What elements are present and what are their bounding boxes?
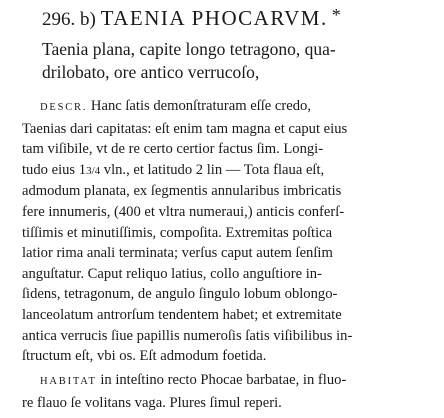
diagnosis-line: Taenia plana, capite longo tetragono, qua- [42,39,336,59]
entry-mark: * [331,5,341,25]
description-line: ſidens, tetragonum, de angulo ſingulo lobum oblongo- [22,286,338,303]
entry-title: TAENIA PHOCARVM. [100,6,328,30]
habitat [22,370,438,413]
description-line: lanceolatum antrorſum tendentem habet; et extremitate [22,306,342,323]
description-line: Taenias dari capitatas: eſt enim tam magna et caput eius [22,120,348,137]
description-first-line [22,96,438,119]
habitat-first-line [22,370,438,393]
diagnosis [42,38,432,84]
description-line: latior rima anali terminata; verſus caput autem ſenſim [22,245,333,262]
description-line: anguſtatur. Caput reliquo latius, collo anguſtiore in- [22,265,322,282]
fraction: 3/4 [86,164,101,177]
habitat-label: HABITAT [40,376,97,387]
description-text: tudo eius 1 [22,161,87,178]
habitat-text: in inteſtino recto Phocae barbatae, in fluo- [96,372,347,388]
habitat-line: re flauo ſe volitans vaga. Plures ſimul reperi. [22,394,282,411]
description-line: tiſſimis et minutiſſimis, compoſita. Extremitas poſtica [22,224,333,241]
description-line: tam viſibile, vt de re certo certior factus ſim. Longi- [22,141,324,158]
diagnosis-line: drilobato, ore antico verrucoſo, [42,62,260,82]
description-line: ſtructum eſt, vbi os. Eſt admodum foetida. [22,348,267,365]
description-measure-line [22,160,438,182]
entry-heading [42,6,438,34]
description [22,96,438,367]
entry-part: b) [75,9,101,30]
description-text: vln., et latitudo 2 lin — Tota flaua eſt, [100,161,325,178]
description-text: Hanc ſatis demonſtraturam eſſe credo, [87,98,311,114]
description-line: fere innumeris, (400 et vltra numeraui,) anticis conferſ- [22,203,345,220]
description-label: DESCR. [40,102,88,113]
description-line: admodum planata, ex ſegmentis annularibus imbricatis [22,183,342,200]
entry-number: 296. [42,9,76,30]
description-line: antica verrucis ſiue papillis numeroſis ſatis viſibilibus in- [22,327,353,344]
